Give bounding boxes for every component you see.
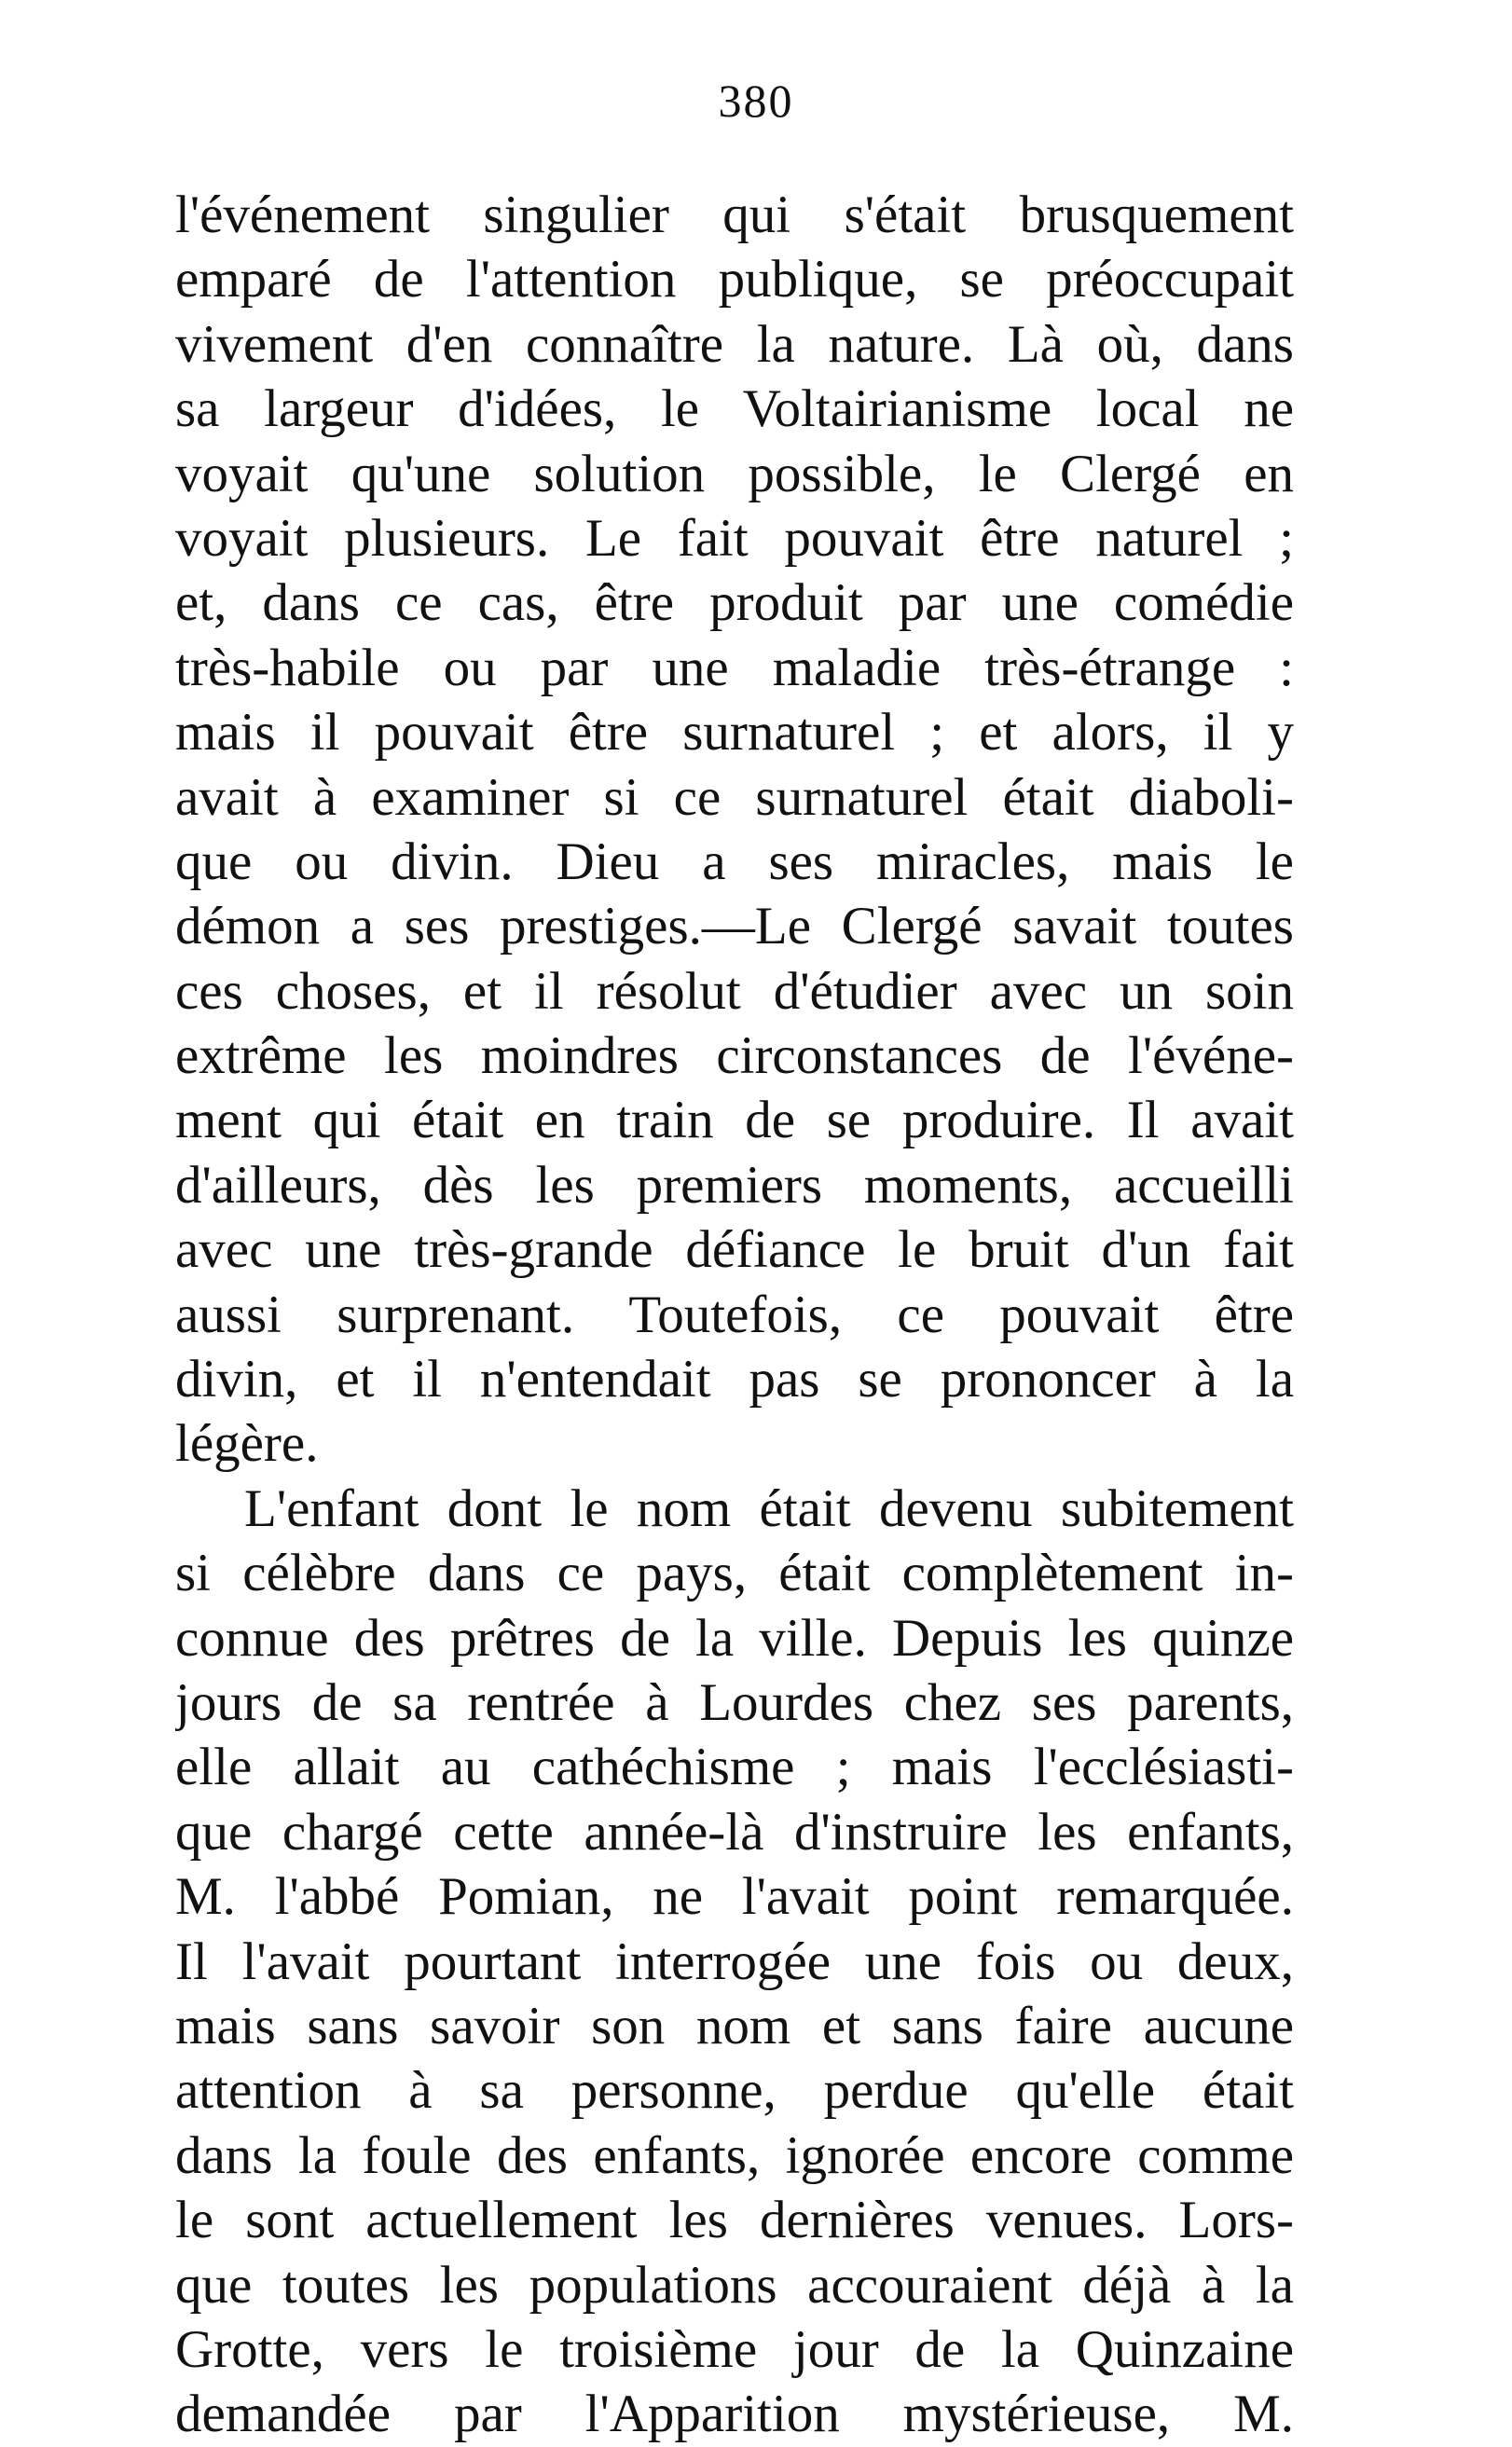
text-line: extrême les moindres circonstances de l'événe- bbox=[175, 1026, 1294, 1086]
text-line: l'événement singulier qui s'était brusquement bbox=[175, 186, 1294, 244]
text-line: ces choses, et il résolut d'étudier avec un soin bbox=[175, 961, 1294, 1021]
text-line: légère. bbox=[175, 1414, 319, 1474]
page-number: 380 bbox=[718, 75, 794, 127]
text-line: attention à sa personne, perdue qu'elle était bbox=[175, 2061, 1294, 2121]
text-line: mais sans savoir son nom et sans faire aucune bbox=[175, 1996, 1294, 2055]
text-line: L'enfant dont le nom était devenu subitement bbox=[244, 1478, 1294, 1538]
text-line: avec une très-grande défiance le bruit d'un fait bbox=[175, 1220, 1294, 1280]
text-line: demandée par l'Apparition mystérieuse, M. bbox=[175, 2385, 1294, 2444]
text-line: si célèbre dans ce pays, était complètement in- bbox=[175, 1544, 1294, 1603]
text-line: mais il pouvait être surnaturel ; et alors, il y bbox=[175, 703, 1294, 763]
text-line: sa largeur d'idées, le Voltairianisme local ne bbox=[175, 379, 1294, 439]
text-line: ment qui était en train de se produire. Il avait bbox=[175, 1091, 1294, 1150]
text-line: d'ailleurs, dès les premiers moments, accueilli bbox=[175, 1155, 1294, 1215]
text-line: elle allait au cathéchisme ; mais l'ecclésiasti- bbox=[175, 1738, 1294, 1797]
text-line: Grotte, vers le troisième jour de la Quinzaine bbox=[175, 2319, 1294, 2379]
text-line: Il l'avait pourtant interrogée une fois ou deux, bbox=[175, 1931, 1294, 1991]
text-line: vivement d'en connaître la nature. Là où, dans bbox=[175, 314, 1294, 374]
text-line: très-habile ou par une maladie très-étrange : bbox=[175, 638, 1294, 697]
text-line: démon a ses prestiges.—Le Clergé savait toutes bbox=[175, 897, 1294, 956]
text-line: divin, et il n'entendait pas se prononcer à la bbox=[175, 1350, 1294, 1409]
text-line: emparé de l'attention publique, se préoccupait bbox=[175, 250, 1294, 309]
text-line: que toutes les populations accouraient déjà à la bbox=[175, 2255, 1294, 2315]
text-line: que chargé cette année-là d'instruire les enfants, bbox=[175, 1802, 1294, 1862]
text-line: que ou divin. Dieu a ses miracles, mais le bbox=[175, 832, 1294, 891]
text-line: le sont actuellement les dernières venues. Lors- bbox=[175, 2191, 1294, 2250]
text-line: voyait qu'une solution possible, le Clergé en bbox=[175, 444, 1294, 503]
body-text bbox=[175, 183, 1294, 2447]
text-line: connue des prêtres de la ville. Depuis les quinze bbox=[175, 1608, 1294, 1668]
text-line: avait à examiner si ce surnaturel était diaboli- bbox=[175, 767, 1294, 827]
text-line: M. l'abbé Pomian, ne l'avait point remarquée. bbox=[175, 1867, 1294, 1927]
text-line: voyait plusieurs. Le fait pouvait être naturel ; bbox=[175, 508, 1294, 568]
text-line: aussi surprenant. Toutefois, ce pouvait être bbox=[175, 1285, 1294, 1344]
text-line: jours de sa rentrée à Lourdes chez ses parents, bbox=[175, 1672, 1294, 1732]
text-line: et, dans ce cas, être produit par une comédie bbox=[175, 573, 1294, 633]
text-line: dans la foule des enfants, ignorée encore comme bbox=[175, 2125, 1294, 2185]
